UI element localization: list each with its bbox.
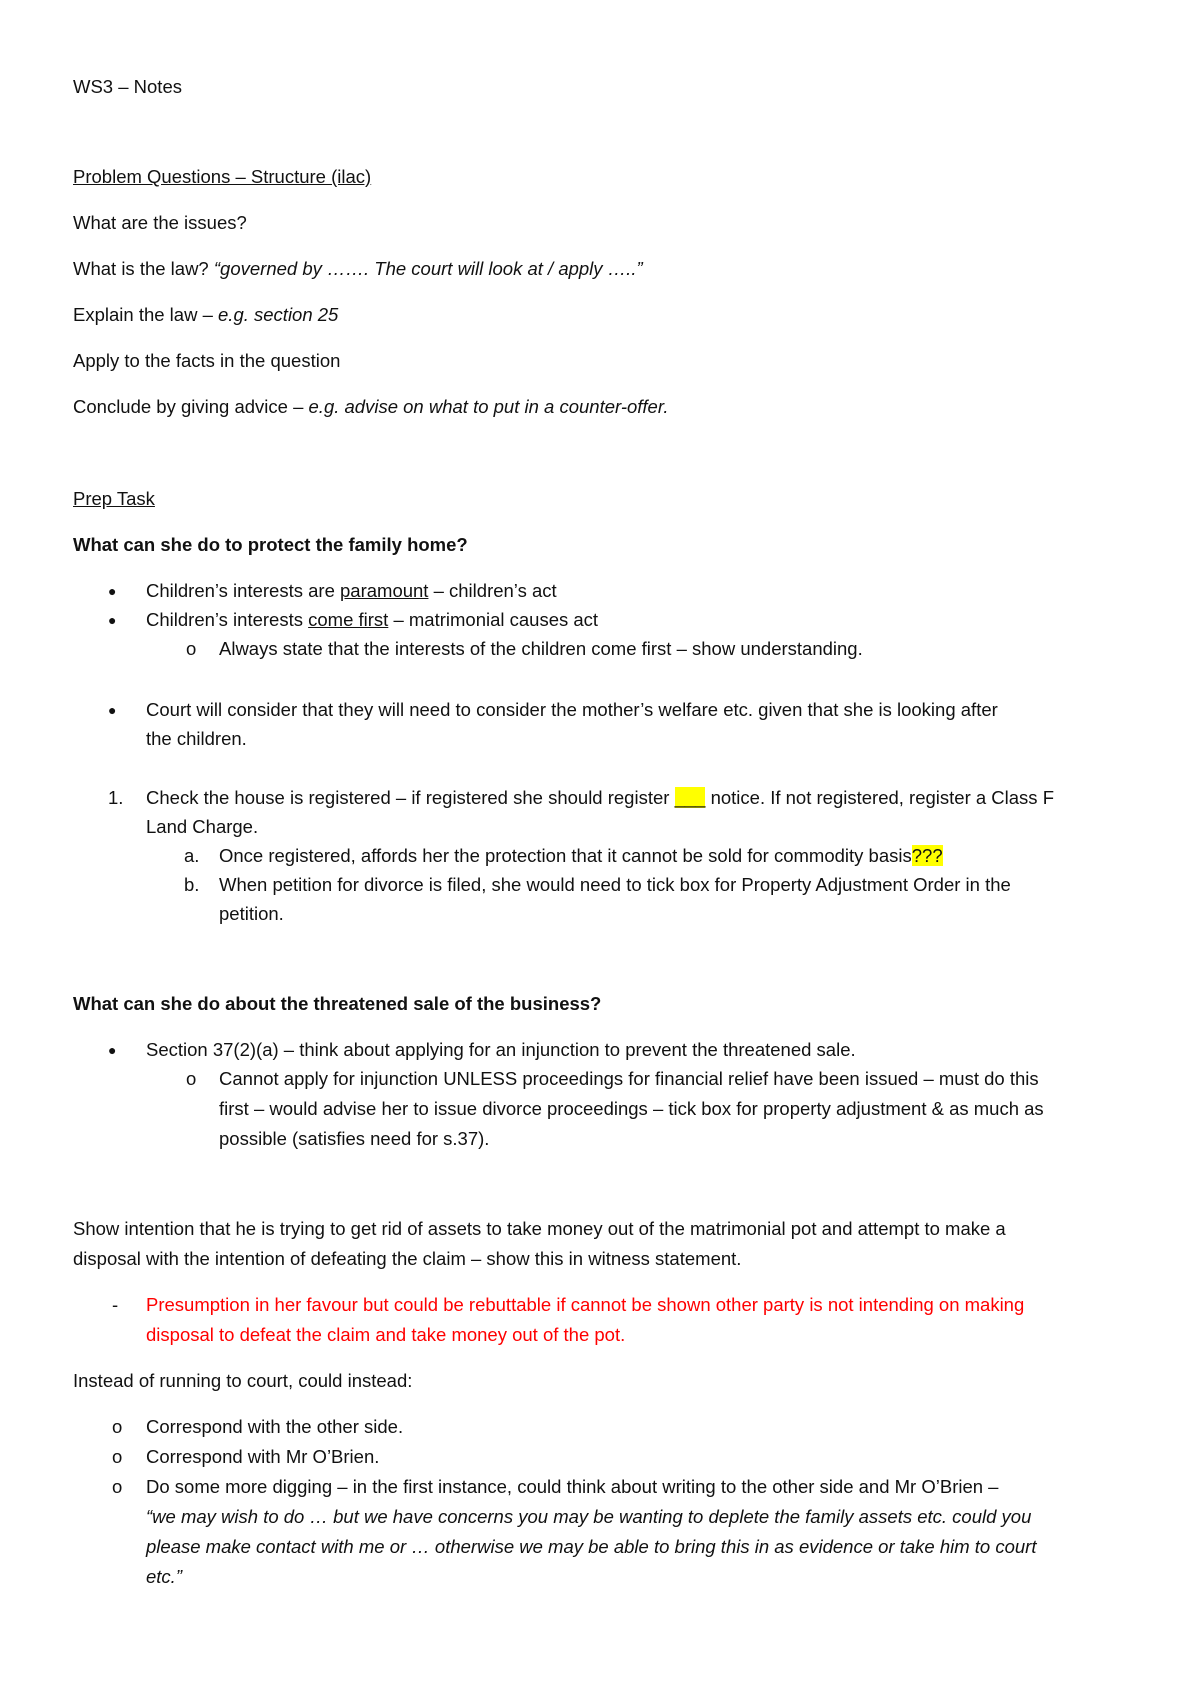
list-item-continuation: first – would advise her to issue divorce proceedings – tick box for property adjustment & as much as	[219, 1098, 1044, 1119]
sub-bullet-marker: o	[186, 638, 197, 659]
pq-law: What is the law? “governed by ……. The court will look at / apply …..”	[73, 258, 643, 279]
sub-bullet-marker: o	[112, 1416, 123, 1437]
quote-line: please make contact with me or … otherwise we may be able to bring this in as evidence or take him to court	[146, 1536, 1037, 1557]
list-item: Cannot apply for injunction UNLESS proceedings for financial relief have been issued – must do this	[219, 1068, 1039, 1089]
bullet-icon: ●	[108, 612, 117, 628]
list-item: Section 37(2)(a) – think about applying for an injunction to prevent the threatened sale.	[146, 1039, 856, 1060]
letter-marker: a.	[184, 845, 200, 866]
pq-issues: What are the issues?	[73, 212, 247, 233]
list-item: Court will consider that they will need to consider the mother’s welfare etc. given that she is looking after	[146, 699, 998, 720]
quote-line: “we may wish to do … but we have concerns you may be wanting to deplete the family assets etc. could you	[146, 1506, 1032, 1527]
paragraph-intention: Show intention that he is trying to get rid of assets to take money out of the matrimonial pot and attempt to make a	[73, 1218, 1006, 1239]
paragraph-instead: Instead of running to court, could instead:	[73, 1370, 413, 1391]
lettered-item: When petition for divorce is filed, she would need to tick box for Property Adjustment Order in the	[219, 874, 1011, 895]
question-family-home: What can she do to protect the family home?	[73, 534, 468, 555]
list-item: Correspond with Mr O’Brien.	[146, 1446, 380, 1467]
red-note-continuation: disposal to defeat the claim and take money out of the pot.	[146, 1324, 626, 1345]
question-business: What can she do about the threatened sale of the business?	[73, 993, 602, 1014]
list-item-continuation: possible (satisfies need for s.37).	[219, 1128, 490, 1149]
bullet-icon: ●	[108, 702, 117, 718]
sub-bullet-marker: o	[186, 1068, 197, 1089]
list-item: Children’s interests are paramount – children’s act	[146, 580, 557, 601]
pq-explain: Explain the law – e.g. section 25	[73, 304, 339, 325]
bullet-icon: ●	[108, 583, 117, 599]
list-item: Children’s interests come first – matrimonial causes act	[146, 609, 599, 630]
sub-bullet-marker: o	[112, 1446, 123, 1467]
pq-conclude: Conclude by giving advice – e.g. advise on what to put in a counter-offer.	[73, 396, 669, 417]
numbered-item: Check the house is registered – if registered she should register ___ notice. If not registered, register a Class F	[146, 787, 1055, 808]
numbered-item-continuation: Land Charge.	[146, 816, 259, 837]
list-item: Correspond with the other side.	[146, 1416, 404, 1437]
letter-marker: b.	[184, 874, 200, 895]
sub-bullet-marker: o	[112, 1476, 123, 1497]
quote-line: etc.”	[146, 1566, 182, 1587]
list-item: Do some more digging – in the first instance, could think about writing to the other side and Mr O’Brien –	[146, 1476, 999, 1497]
lettered-item-continuation: petition.	[219, 903, 284, 924]
number-marker: 1.	[108, 787, 124, 808]
pq-heading: Problem Questions – Structure (ilac)	[73, 166, 372, 187]
pq-apply: Apply to the facts in the question	[73, 350, 341, 371]
doc-title: WS3 – Notes	[73, 76, 182, 97]
prep-heading: Prep Task	[73, 488, 155, 509]
bullet-icon: ●	[108, 1042, 117, 1058]
paragraph-intention-continuation: disposal with the intention of defeating the claim – show this in witness statement.	[73, 1248, 742, 1269]
red-note: Presumption in her favour but could be rebuttable if cannot be shown other party is not intending on making	[146, 1294, 1025, 1315]
lettered-item: Once registered, affords her the protection that it cannot be sold for commodity basis???	[219, 845, 943, 866]
list-item: Always state that the interests of the children come first – show understanding.	[219, 638, 863, 659]
list-item-continuation: the children.	[146, 728, 247, 749]
dash-marker: -	[112, 1294, 119, 1315]
